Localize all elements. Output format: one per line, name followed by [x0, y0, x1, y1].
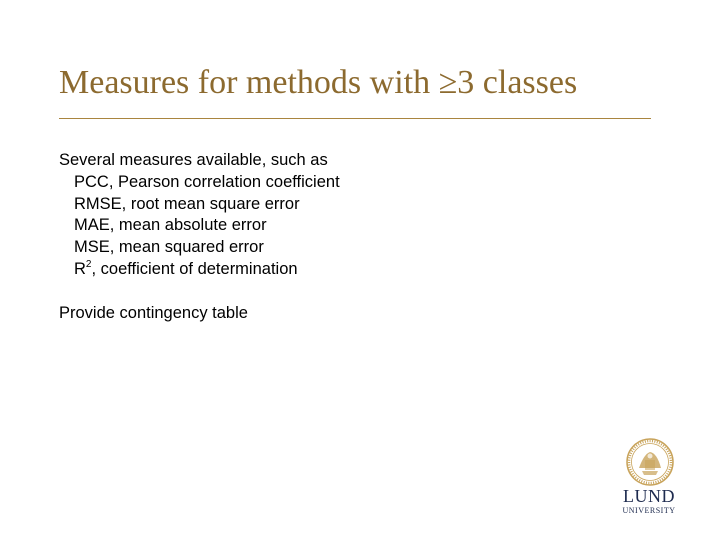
paragraph-gap	[59, 281, 340, 303]
measure-r2	[59, 259, 340, 281]
slide-title	[59, 66, 577, 100]
measure-mse: MSE, mean squared error	[74, 238, 264, 257]
title-divider	[59, 118, 651, 119]
slide-body	[59, 150, 340, 324]
r2-base: R	[74, 259, 86, 278]
greater-equal-symbol: ≥	[438, 64, 458, 101]
final-line: Provide contingency table	[59, 303, 248, 322]
lund-university-logo	[618, 438, 680, 518]
measure-mae: MAE, mean absolute error	[74, 216, 267, 235]
title-prefix: Measures for methods with	[59, 64, 439, 101]
university-seal-icon	[626, 438, 674, 486]
r2-superscript: 2	[85, 258, 92, 270]
measure-rmse: RMSE, root mean square error	[74, 194, 300, 213]
r2-description: , coefficient of determination	[91, 259, 298, 278]
intro-line: Several measures available, such as	[59, 151, 328, 169]
title-suffix: 3 classes	[457, 64, 578, 101]
logo-wordmark: LUND	[623, 486, 675, 506]
logo-subtitle: UNIVERSITY	[622, 506, 676, 515]
measure-pcc: PCC, Pearson correlation coefficient	[74, 172, 340, 191]
